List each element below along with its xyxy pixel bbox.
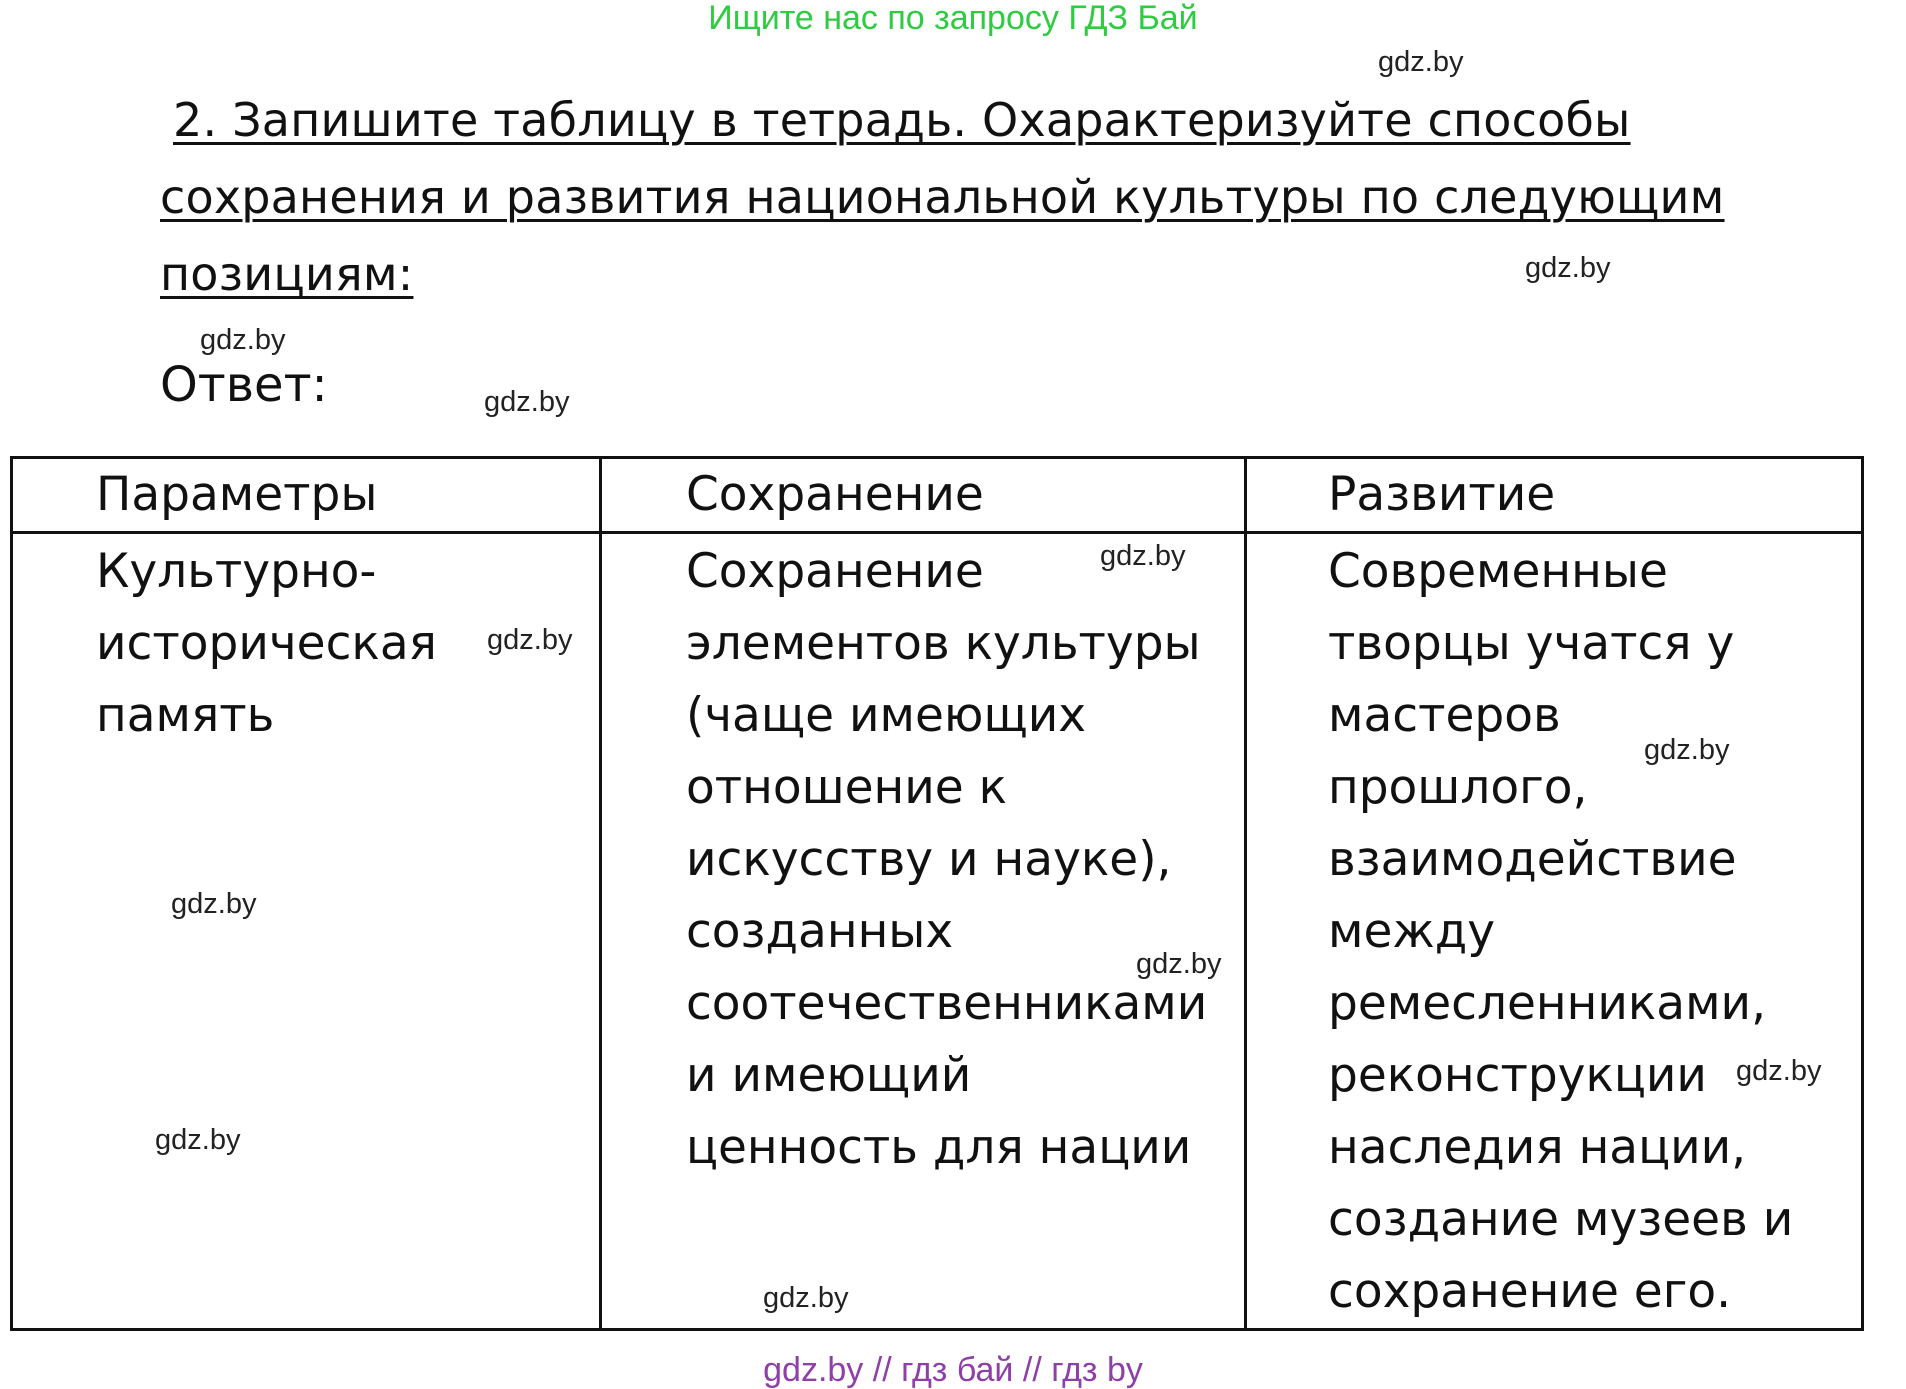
header-cell	[12, 458, 601, 533]
table-cell	[1245, 533, 1862, 1330]
task-line: 2. Запишите таблицу в тетрадь. Охарактеризуйте способы	[173, 93, 1631, 147]
watermark: gdz.by	[484, 386, 570, 418]
header-preservation: Сохранение	[685, 467, 984, 522]
table-header-row	[12, 458, 1863, 533]
top-banner: Ищите нас по запросу ГДЗ Бай	[708, 0, 1198, 37]
watermark: gdz.by	[763, 1282, 849, 1314]
header-cell	[600, 458, 1245, 533]
watermark: gdz.by	[1136, 948, 1222, 980]
parameter-cell-text: Культурно- историческая память	[96, 544, 437, 743]
watermark: gdz.by	[200, 324, 286, 356]
header-development: Развитие	[1327, 467, 1556, 522]
watermark: gdz.by	[1100, 540, 1186, 572]
watermark: gdz.by	[171, 888, 257, 920]
footer-links: gdz.by // гдз бай // гдз by	[763, 1351, 1143, 1389]
watermark: gdz.by	[1736, 1055, 1822, 1087]
answer-table	[10, 456, 1864, 1331]
header-cell	[1245, 458, 1862, 533]
watermark: gdz.by	[1525, 252, 1611, 284]
table-row	[12, 533, 1863, 1330]
task-statement	[160, 82, 1760, 313]
watermark: gdz.by	[487, 624, 573, 656]
table-cell	[600, 533, 1245, 1330]
watermark: gdz.by	[1644, 734, 1730, 766]
preservation-cell-text: Сохранение элементов культуры (чаще имеющих отношение к искусству и науке), созданных соотечественниками и имеющий ценность для нации	[685, 544, 1208, 1175]
watermark: gdz.by	[155, 1124, 241, 1156]
task-line: позициям:	[160, 247, 414, 301]
header-parameters: Параметры	[96, 467, 378, 522]
task-line: сохранения и развития национальной культуры по следующим	[160, 170, 1725, 224]
watermark: gdz.by	[1378, 46, 1464, 78]
answer-label: Ответ:	[160, 357, 328, 413]
development-cell-text: Современные творцы учатся у мастеров прошлого, взаимодействие между ремесленниками, реконструкции наследия нации, создание музеев и сохранение его.	[1327, 544, 1794, 1319]
